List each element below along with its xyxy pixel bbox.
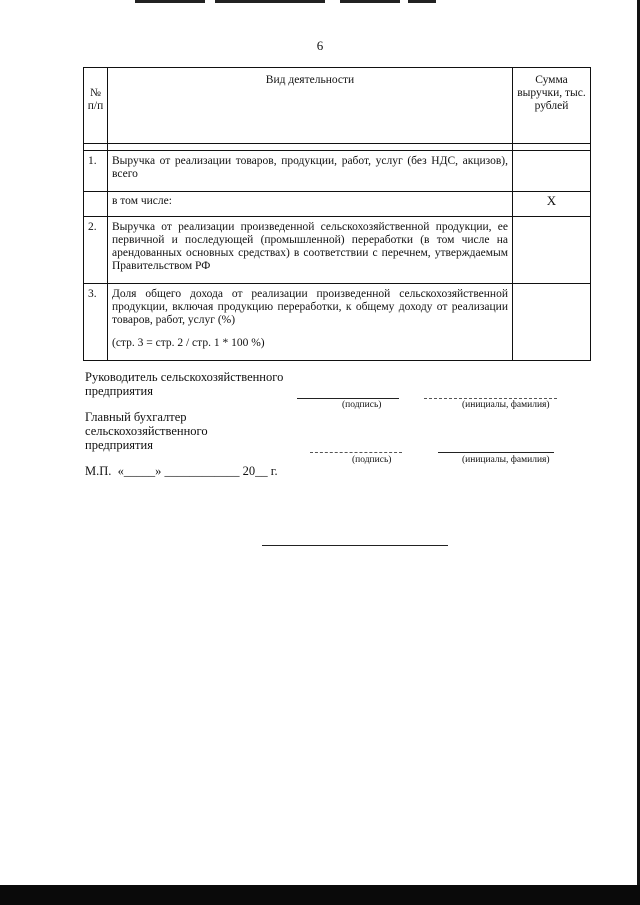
head-title-line2: предприятия — [85, 384, 153, 398]
row-activity: Выручка от реализации товаров, продукции, работ, услуг (без НДС, акцизов), всего — [108, 151, 513, 192]
row-number: 3. — [84, 284, 108, 361]
head-name-hint: (инициалы, фамилия) — [462, 400, 550, 410]
row-amount — [513, 217, 591, 284]
header-activity: Вид деятельности — [108, 68, 513, 144]
page-number: 6 — [316, 38, 324, 53]
closing-divider — [262, 545, 448, 546]
table-row — [84, 284, 591, 361]
accountant-name-line — [438, 452, 554, 453]
accountant-signature-hint: (подпись) — [352, 455, 392, 465]
head-name-line — [424, 398, 557, 399]
row-activity: в том числе: — [108, 192, 513, 217]
activity-table — [83, 67, 591, 361]
table-row — [84, 217, 591, 284]
row-amount: X — [513, 192, 591, 217]
row-amount — [513, 284, 591, 361]
table-header-row — [84, 68, 591, 144]
table-row — [84, 151, 591, 192]
table-row — [84, 192, 591, 217]
head-title-line1: Руководитель сельскохозяйственного — [85, 370, 284, 384]
table-spacer-row — [84, 144, 591, 151]
row-number: 1. — [84, 151, 108, 192]
accountant-title-line2: сельскохозяйственного — [85, 424, 208, 438]
accountant-title-line3: предприятия — [85, 438, 153, 452]
header-number: № п/п — [84, 68, 108, 144]
row-number: 2. — [84, 217, 108, 284]
row-activity: Выручка от реализации произведенной сельскохозяйственной продукции, ее первичной и последующей (промышленной) переработки (в том числе на арендованных основных средствах) в соответствии с перечнем, утверждаемым Правительством РФ — [108, 217, 513, 284]
head-signature-line — [297, 398, 399, 399]
row-amount — [513, 151, 591, 192]
scan-bottom-edge — [0, 885, 640, 905]
accountant-name-hint: (инициалы, фамилия) — [462, 455, 550, 465]
scan-top-artifact — [0, 0, 640, 4]
row-formula: (стр. 3 = стр. 2 / стр. 1 * 100 %) — [112, 337, 265, 349]
head-signature-hint: (подпись) — [342, 400, 382, 410]
accountant-title-line1: Главный бухгалтер — [85, 410, 187, 424]
row-number — [84, 192, 108, 217]
header-amount: Сумма выручки, тыс. рублей — [513, 68, 591, 144]
seal-date-line: М.П. «_____» ____________ 20__ г. — [85, 464, 278, 478]
row-activity-cell — [108, 284, 513, 361]
row-activity: Доля общего дохода от реализации произведенной сельскохозяйственной продукции, включая продукцию переработки, к общему доходу от реализации товаров, работ, услуг (%) — [112, 288, 508, 326]
accountant-signature-line — [310, 452, 402, 453]
